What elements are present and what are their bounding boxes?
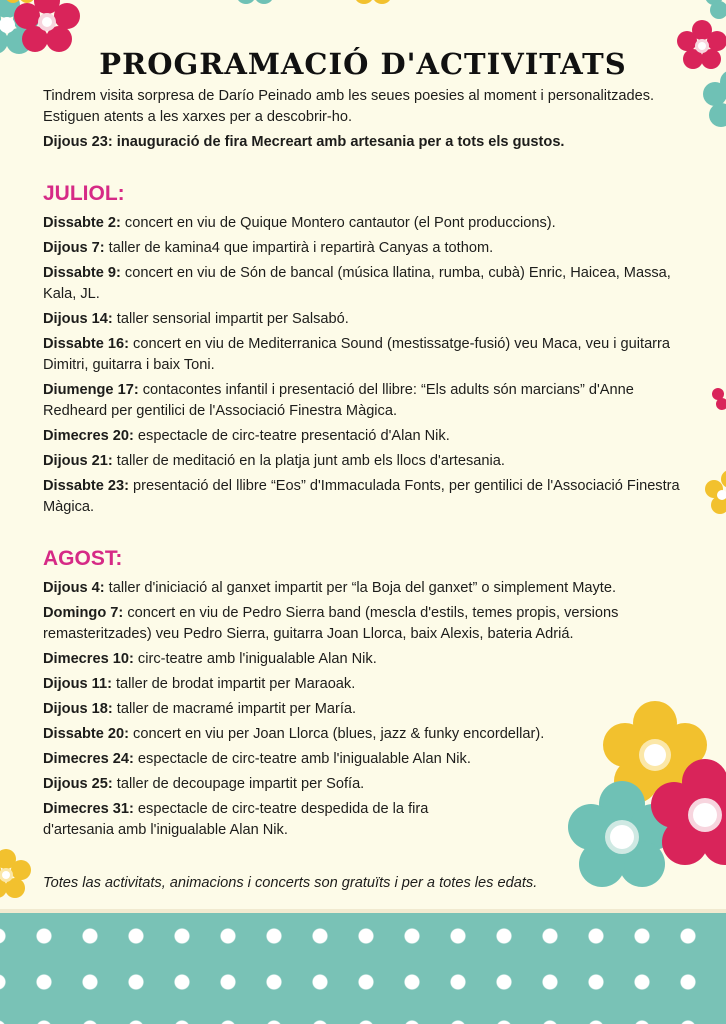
entry-text: taller de meditació en la platja junt amb els llocs d'artesania.	[112, 453, 505, 469]
entry-text: circ-teatre amb l'inigualable Alan Nik.	[133, 651, 377, 667]
entry-day: Dijous 18:	[43, 701, 113, 717]
entry-day: Dimecres 20:	[43, 428, 134, 444]
entry-day: Diumenge 17:	[43, 382, 139, 398]
entry-day: Dijous 21:	[43, 453, 113, 469]
entry-text: taller d'iniciació al ganxet impartit per “la Boja del ganxet” o simplement Mayte.	[104, 580, 616, 596]
list-item	[43, 426, 688, 447]
activities-content	[43, 86, 688, 845]
month-section-july	[43, 181, 688, 518]
list-item	[43, 749, 688, 770]
page-title: PROGRAMACIÓ D'ACTIVITATS	[99, 47, 627, 82]
entry-day: Dimecres 31:	[43, 801, 134, 817]
list-item	[43, 238, 688, 259]
entry-day: Dijous 4:	[43, 580, 105, 596]
entry-text: concert en viu de Són de bancal (música llatina, rumba, cubà) Enric, Haicea, Massa, Kala, JL.	[43, 265, 671, 302]
entry-text: taller sensorial impartit per Salsabó.	[112, 311, 349, 327]
entry-day: Domingo 7:	[43, 605, 124, 621]
entry-text: concert en viu per Joan Llorca (blues, jazz & funky encordellar).	[128, 726, 545, 742]
entry-text: concert en viu de Mediterranica Sound (mestissatge-fusió) veu Maca, veu i guitarra Dimitri, guitarra i baix Toni.	[43, 336, 671, 373]
entry-day: Dijous 7:	[43, 240, 105, 256]
entry-day: Dimecres 10:	[43, 651, 134, 667]
polka-dot-band	[0, 913, 726, 1024]
list-item	[43, 699, 688, 720]
entry-day: Dijous 11:	[43, 676, 112, 692]
flower-decoration-bottom-left	[0, 845, 40, 905]
entry-text: concert en viu de Pedro Sierra band (mescla d'estils, temes propis, versions remasteritzades) veu Pedro Sierra, guitarra Joan Llorca, baix Alexis, bateria Adriá.	[43, 605, 619, 642]
flower-decoration-right-edge	[700, 380, 726, 520]
month-section-august	[43, 546, 688, 841]
month-heading: AGOST:	[43, 547, 123, 570]
entry-text: espectacle de circ-teatre presentació d'Alan Nik.	[133, 428, 450, 444]
list-item	[43, 724, 688, 745]
list-item	[43, 334, 688, 376]
entry-day: Dissabte 20:	[43, 726, 129, 742]
entry-day: Dissabte 2:	[43, 215, 121, 231]
footer-note: Totes las activitats, animacions i concerts son gratuïts i per a totes les edats.	[43, 875, 538, 891]
list-item	[43, 263, 688, 305]
list-item	[43, 476, 688, 518]
list-item	[43, 603, 688, 645]
list-item	[43, 674, 688, 695]
list-item	[43, 451, 688, 472]
entry-day: Dissabte 9:	[43, 265, 121, 281]
entry-text: taller de decoupage impartit per Sofía.	[112, 776, 365, 792]
entry-day: Dimecres 24:	[43, 751, 134, 767]
list-item	[43, 309, 688, 330]
list-item	[43, 578, 688, 599]
list-item	[43, 380, 688, 422]
entry-text: taller de kamina4 que impartirà i repartirà Canyas a tothom.	[104, 240, 494, 256]
entry-text: espectacle de circ-teatre despedida de la fira d'artesania amb l'inigualable Alan Nik.	[43, 801, 429, 838]
entry-text: presentació del llibre “Eos” d'Immaculada Fonts, per gentilici de l'Associació Finestra Màgica.	[43, 478, 680, 515]
entry-text: taller de macramé impartit per María.	[112, 701, 357, 717]
entry-text: espectacle de circ-teatre amb l'inigualable Alan Nik.	[133, 751, 471, 767]
list-item	[43, 649, 688, 670]
entry-day: Dissabte 16:	[43, 336, 129, 352]
list-item	[43, 774, 688, 795]
entry-day: Dijous 14:	[43, 311, 113, 327]
entry-day: Dissabte 23:	[43, 478, 129, 494]
entry-text: taller de brodat impartit per Maraoak.	[111, 676, 356, 692]
flower-decoration-top-center	[225, 0, 415, 25]
intro-text: Tindrem visita sorpresa de Darío Peinado amb les seues poesies al moment i personalitzades. Estiguen atents a les xarxes per a descobrir-ho.	[43, 88, 655, 125]
intro-highlight: Dijous 23: inauguració de fira Mecreart amb artesania per a tots els gustos.	[43, 134, 565, 150]
month-heading: JULIOL:	[43, 182, 125, 205]
list-item	[43, 213, 688, 234]
list-item	[43, 799, 483, 841]
entry-text: contacontes infantil i presentació del llibre: “Els adults són marcians” d'Anne Redheard per gentilici de l'Associació Finestra Màgica.	[43, 382, 634, 419]
entry-text: concert en viu de Quique Montero cantautor (el Pont produccions).	[120, 215, 556, 231]
entry-day: Dijous 25:	[43, 776, 113, 792]
